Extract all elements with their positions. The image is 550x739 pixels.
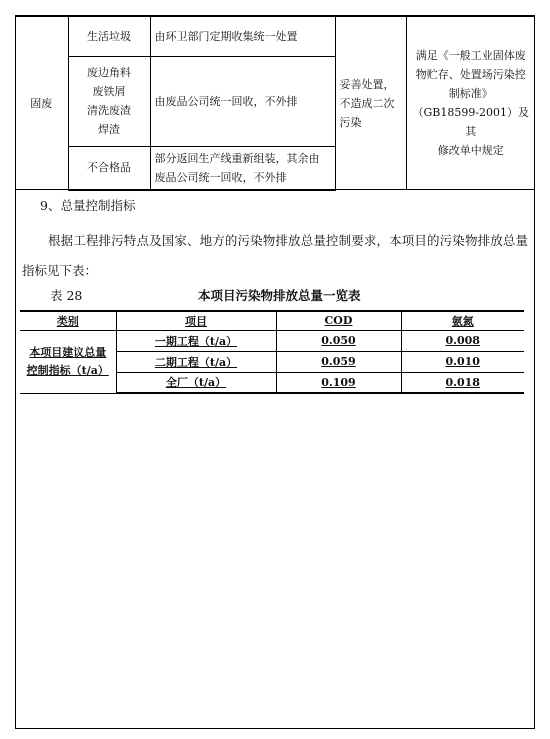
cod-cell: 0.109 — [276, 372, 401, 393]
category-cell: 本项目建议总量 控制指标（t/a） — [20, 330, 116, 393]
item-cell: 一期工程（t/a） — [116, 330, 276, 351]
waste-item-cell: 废边角料 废铁屑 清洗废渣 焊渣 — [68, 56, 150, 146]
cod-cell: 0.059 — [276, 351, 401, 372]
item-cell: 全厂（t/a） — [116, 372, 276, 393]
table-title: 本项目污染物排放总量一览表 — [198, 288, 361, 303]
header-ammonia: 氨氮 — [401, 311, 524, 330]
section-paragraph: 根据工程排污特点及国家、地方的污染物排放总量控制要求，本项目的污染物排放总量指标见下表： — [22, 233, 528, 278]
section-heading: 9、总量控制指标 — [40, 198, 136, 213]
waste-item-cell: 不合格品 — [68, 146, 150, 190]
header-category: 类别 — [20, 311, 116, 330]
solid-waste-table — [15, 15, 535, 191]
header-cod: COD — [276, 311, 401, 330]
waste-method-cell: 部分返回生产线重新组装，其余由 废品公司统一回收，不外排 — [150, 146, 335, 190]
header-item: 项目 — [116, 311, 276, 330]
waste-standard-cell: 满足《一般工业固体废 物贮存、处置场污染控 制标准》 （GB18599-2001）及其 修改单中规定 — [406, 16, 535, 190]
waste-category-cell: 固废 — [15, 16, 68, 190]
waste-method-cell: 由环卫部门定期收集统一处置 — [150, 16, 335, 56]
ammonia-cell: 0.018 — [401, 372, 524, 393]
item-cell: 二期工程（t/a） — [116, 351, 276, 372]
emission-total-table — [20, 310, 524, 394]
ammonia-cell: 0.010 — [401, 351, 524, 372]
waste-effect-cell: 妥善处置， 不造成二次 污染 — [335, 16, 406, 190]
cod-cell: 0.050 — [276, 330, 401, 351]
table-number: 表 28 — [50, 288, 83, 303]
waste-method-cell: 由废品公司统一回收，不外排 — [150, 56, 335, 146]
waste-item-cell: 生活垃圾 — [68, 16, 150, 56]
ammonia-cell: 0.008 — [401, 330, 524, 351]
